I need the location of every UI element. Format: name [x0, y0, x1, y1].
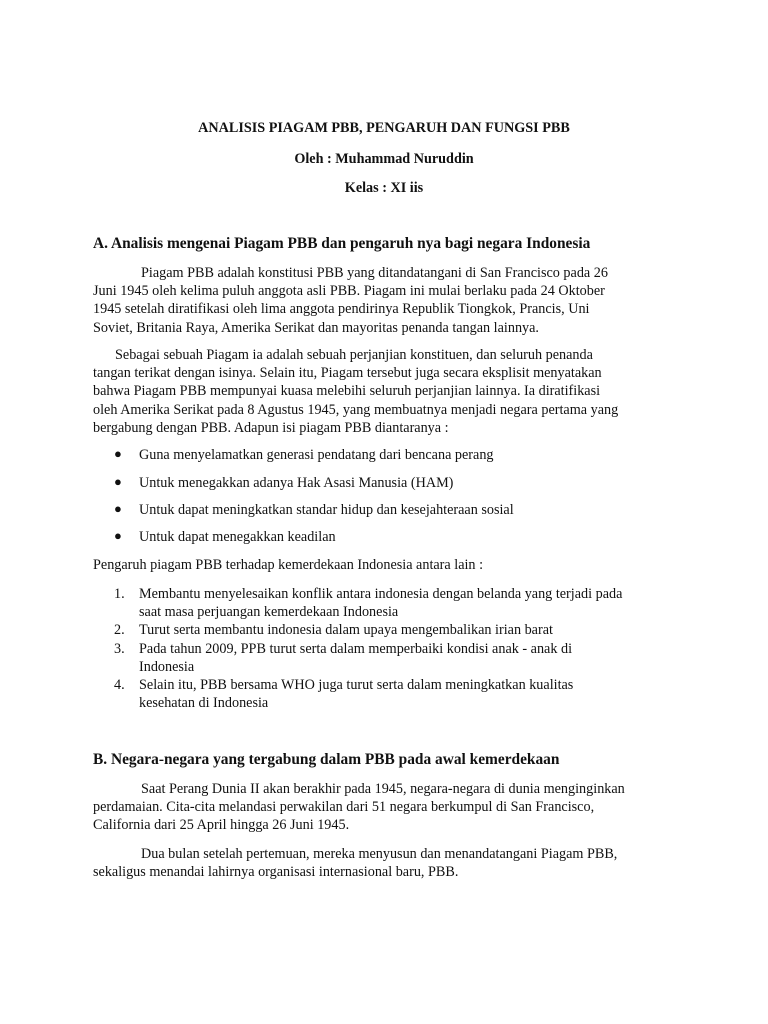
list-item-text: Guna menyelamatkan generasi pendatang dari bencana perang: [139, 447, 494, 463]
bullet-icon: ●: [114, 528, 122, 543]
paragraph-line: sekaligus menandai lahirnya organisasi internasional baru, PBB.: [93, 864, 459, 881]
paragraph-line: Piagam PBB adalah konstitusi PBB yang ditandatangani di San Francisco pada 26: [141, 265, 608, 281]
paragraph-line: 1945 setelah diratifikasi oleh lima anggota pendirinya Republik Tiongkok, Prancis, Uni: [93, 301, 590, 318]
paragraph-line: Pengaruh piagam PBB terhadap kemerdekaan Indonesia antara lain :: [93, 557, 484, 573]
list-item-text: Untuk menegakkan adanya Hak Asasi Manusia (HAM): [139, 475, 454, 491]
bullet-icon: ●: [114, 501, 122, 516]
document-author: Oleh : Muhammad Nuruddin: [294, 151, 474, 167]
list-number: 3.: [114, 640, 125, 657]
paragraph-line: perdamaian. Cita-cita melandasi perwakilan dari 51 negara berkumpul di San Francisco,: [93, 799, 595, 816]
paragraph-line: Soviet, Britania Raya, Amerika Serikat dan mayoritas penanda tangan lainnya.: [93, 319, 539, 336]
paragraph-line: California dari 25 April hingga 26 Juni 1945.: [93, 817, 350, 834]
paragraph-line: Juni 1945 oleh kelima puluh anggota asli PBB. Piagam ini mulai berlaku pada 24 Oktober: [93, 283, 605, 300]
section-b-heading: B. Negara-negara yang tergabung dalam PBB pada awal kemerdekaan: [93, 751, 560, 768]
influence-intro: [93, 556, 683, 574]
list-item: [114, 585, 694, 621]
paragraph-line: bahwa Piagam PBB mempunyai kuasa melebihi seluruh perjanjian lainnya. Ia diratifikasi: [93, 383, 601, 400]
paragraph-line: bergabung dengan PBB. Adapun isi piagam PBB diantaranya :: [93, 419, 449, 436]
bullet-icon: ●: [114, 474, 122, 489]
list-item: [114, 640, 694, 676]
list-item-text: kesehatan di Indonesia: [139, 695, 269, 712]
list-number: 4.: [114, 676, 125, 693]
list-item-text: Untuk dapat meningkatkan standar hidup dan kesejahteraan sosial: [139, 502, 514, 518]
list-item: [114, 621, 694, 639]
paragraph-line: Dua bulan setelah pertemuan, mereka menyusun dan menandatangani Piagam PBB,: [141, 846, 618, 862]
list-item-text: Indonesia: [139, 658, 195, 675]
paragraph-line: Saat Perang Dunia II akan berakhir pada 1945, negara-negara di dunia menginginkan: [141, 781, 625, 797]
bullet-icon: ●: [114, 446, 122, 461]
section-a-heading: A. Analisis mengenai Piagam PBB dan pengaruh nya bagi negara Indonesia: [93, 235, 591, 252]
section-b-paragraph-1: [93, 780, 683, 835]
document-title: ANALISIS PIAGAM PBB, PENGARUH DAN FUNGSI PBB: [198, 120, 570, 136]
list-item-text: Membantu menyelesaikan konflik antara indonesia dengan belanda yang terjadi pada: [139, 586, 623, 602]
paragraph-line: oleh Amerika Serikat pada 8 Agustus 1945, yang membuatnya menjadi negara pertama yang: [93, 401, 619, 418]
list-item-text: Selain itu, PBB bersama WHO juga turut serta dalam meningkatkan kualitas: [139, 676, 574, 693]
list-item-text: Pada tahun 2009, PPB turut serta dalam memperbaiki kondisi anak - anak di: [139, 640, 573, 657]
list-item-text: Turut serta membantu indonesia dalam upaya mengembalikan irian barat: [139, 622, 553, 639]
list-item: [114, 676, 694, 712]
list-item-text: saat masa perjuangan kemerdekaan Indonesia: [139, 604, 399, 621]
list-item-text: Untuk dapat menegakkan keadilan: [139, 529, 336, 545]
influence-list: [114, 585, 694, 712]
section-a-paragraph-2: [93, 346, 683, 437]
section-a-paragraph-1: [93, 264, 683, 337]
list-number: 2.: [114, 622, 125, 639]
document-class: Kelas : XI iis: [344, 180, 424, 196]
section-b-paragraph-2: [93, 845, 683, 881]
paragraph-line: Sebagai sebuah Piagam ia adalah sebuah perjanjian konstituen, dan seluruh penanda: [115, 347, 593, 363]
paragraph-line: tangan terikat dengan isinya. Selain itu, Piagam tersebut juga secara eksplisit menyatakan: [93, 365, 602, 382]
list-number: 1.: [114, 586, 125, 602]
